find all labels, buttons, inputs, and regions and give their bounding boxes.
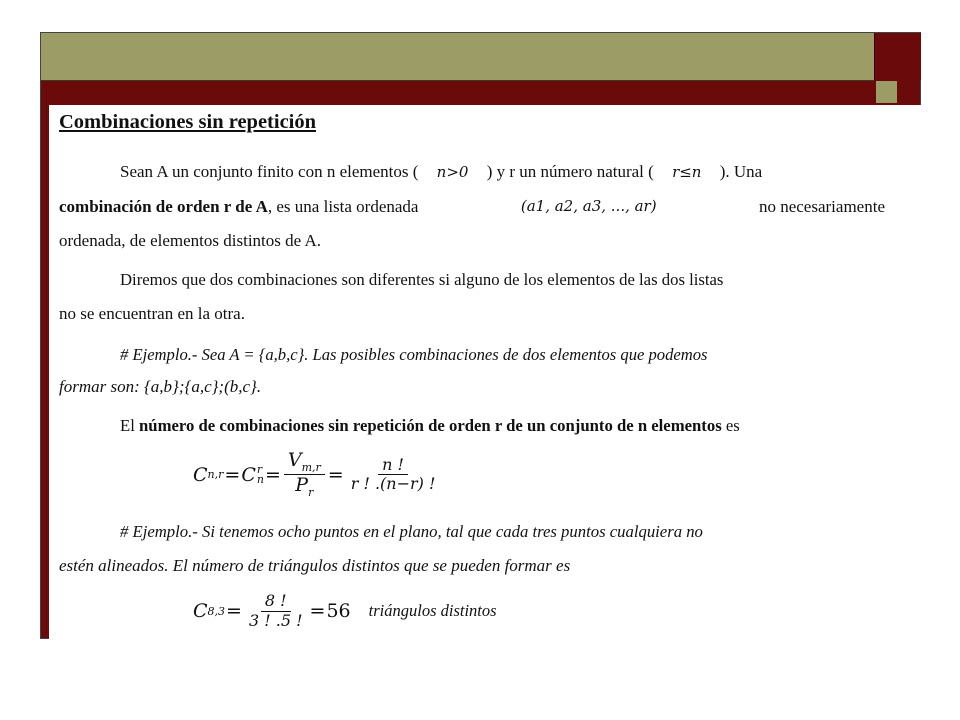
- slide: [40, 32, 921, 639]
- p3-line: El número de combinaciones sin repetición de orden r de un conjunto de n elementos es: [120, 416, 740, 435]
- example2-line2: estén alineados. El número de triángulos distintos que se pueden formar es: [59, 556, 571, 575]
- document-image: [49, 105, 921, 639]
- title-band: [41, 33, 874, 81]
- section-heading: Combinaciones sin repetición: [59, 111, 317, 133]
- fraction-8-over-3-5: $\frac{8 !}{3 ! .5 !}$: [248, 591, 303, 630]
- p2-line1: Diremos que dos combinaciones son diferentes si alguno de los elementos de las dos listas: [120, 270, 724, 289]
- combination-formula: C n,r = C r n = $\frac{V_{m,r}}{P_r}$ = $\frac{n !}{r ! .(n-r) !}$: [193, 451, 441, 499]
- example2-line1: # Ejemplo.- Si tenemos ocho puntos en el plano, tal que cada tres puntos cualquiera no: [120, 522, 703, 541]
- example1-line2: formar son: {a,b};{a,c};(b,c}.: [59, 377, 262, 396]
- term-combinacion: combinación de orden r de A: [59, 197, 268, 216]
- corner-accent: [874, 33, 921, 80]
- math-list: (a1, a2, a3, ..., ar): [520, 197, 657, 215]
- math-n-gt-0: n>0: [436, 163, 469, 181]
- triangle-formula: C 8,3 = $\frac{8 !}{3 ! .5 !}$ = 56 triángulos distintos: [193, 591, 497, 630]
- p1-line2: combinación de orden r de A, es una lista ordenada (a1, a2, a3, ..., ar) no necesariamente: [59, 197, 885, 216]
- p1-line1: Sean A un conjunto finito con n elementos ( n>0 ) y r un número natural ( r≤n ). Una: [120, 162, 763, 181]
- example1-line1: # Ejemplo.- Sea A = {a,b,c}. Las posibles combinaciones de dos elementos que podemos: [120, 345, 708, 364]
- math-r-le-n: r≤n: [672, 163, 702, 181]
- corner-tab: [876, 81, 897, 103]
- p2-line2: no se encuentran en la otra.: [59, 304, 245, 323]
- fraction-v-over-p: $\frac{V_{m,r}}{P_r}$: [284, 451, 325, 499]
- fraction-factorial: $\frac{n !}{r ! .(n-r) !}$: [350, 454, 436, 494]
- p1-line3: ordenada, de elementos distintos de A.: [59, 231, 322, 250]
